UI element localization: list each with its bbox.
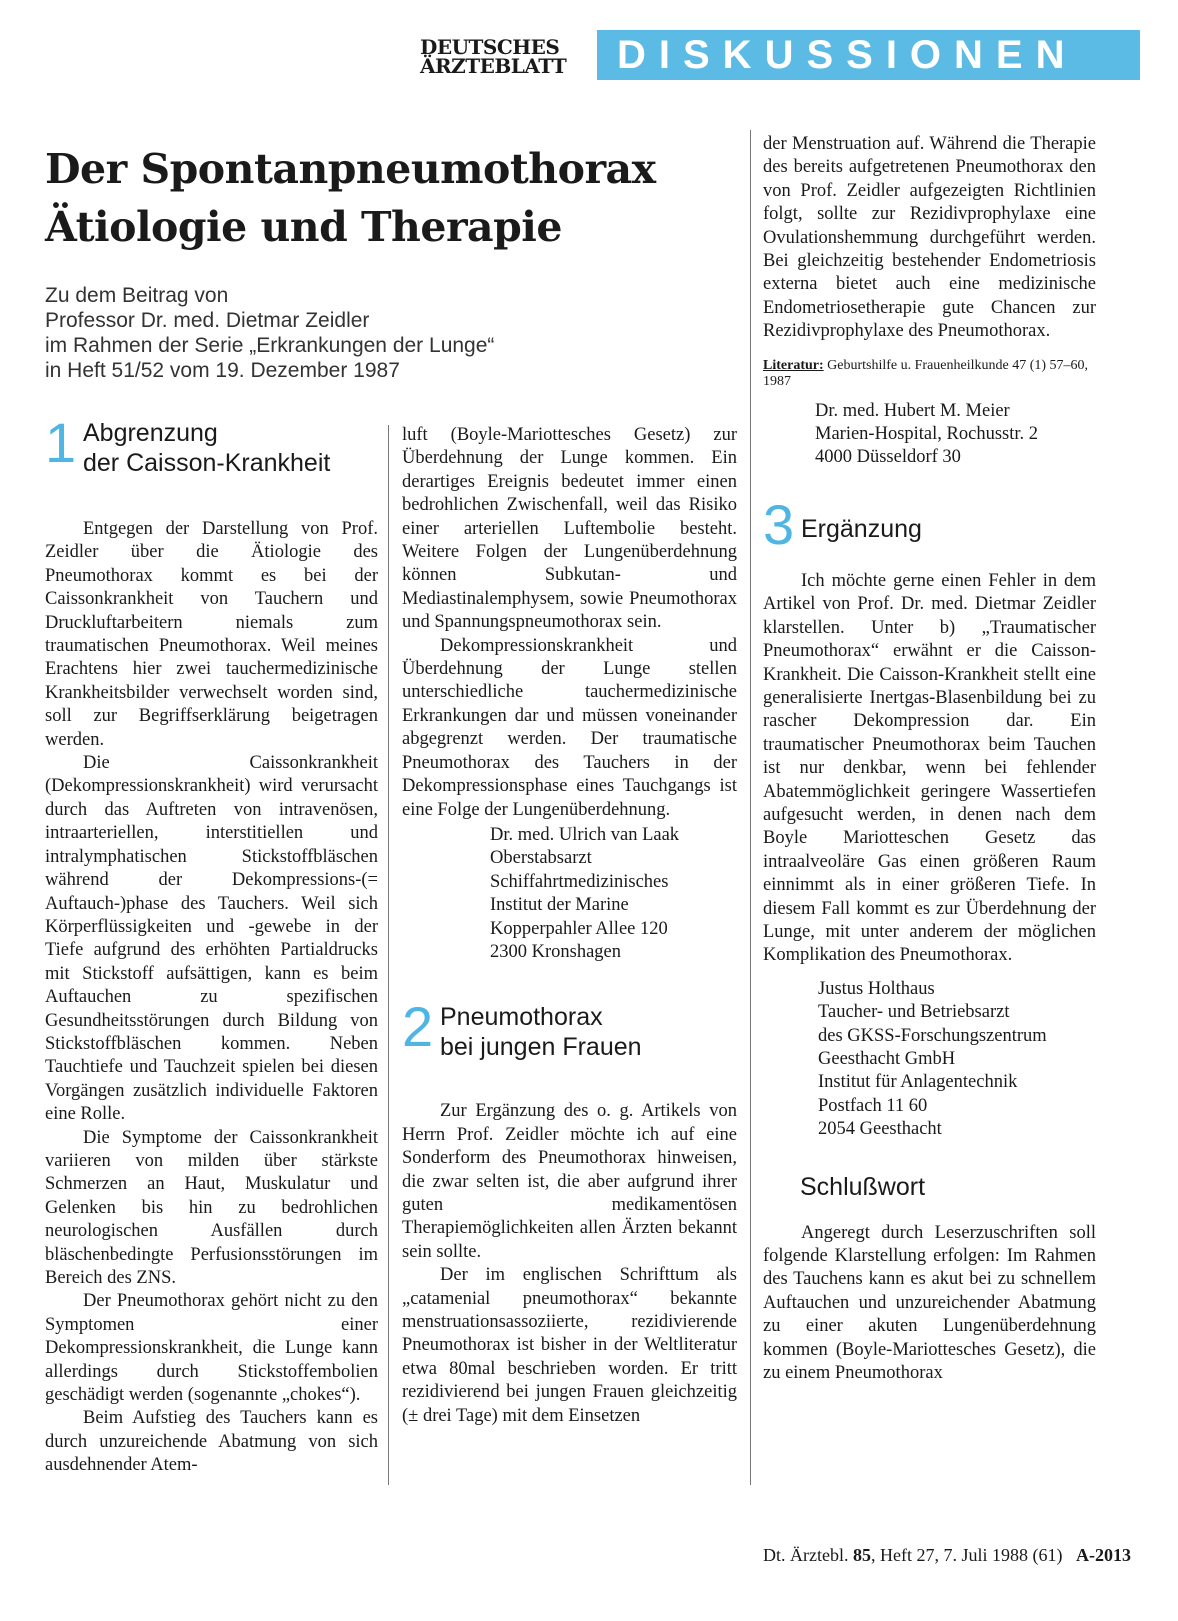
footer-issue: , Heft 27, 7. Juli 1988 (61) xyxy=(871,1545,1063,1565)
section-title xyxy=(83,418,330,478)
section-number: 2 xyxy=(402,995,434,1059)
column-rule xyxy=(750,130,751,1485)
signature-line: Postfach 11 60 xyxy=(818,1095,928,1116)
intro-line: im Rahmen der Serie „Erkrankungen der Lunge“ xyxy=(45,334,495,357)
section-2-heading xyxy=(402,995,737,1062)
section-3-heading xyxy=(763,492,1096,556)
signature-line: Marien-Hospital, Rochusstr. 2 xyxy=(815,424,1039,445)
section-number: 3 xyxy=(763,492,795,556)
paragraph: Ich möchte gerne einen Fehler in dem Artikel von Prof. Dr. med. Dietmar Zeidler klarstellen. Unter b) „Traumatischer Pneumothorax“ erwähnt er die Caisson-Krankheit. Die Caisson-Krankheit stellt eine generalisierte Inertgas-Blasenbildung bei zu rascher Dekompression dar. Ein traumatischer Pneumothorax beim Tauchen ist nur denkbar, wenn bei fehlender Abatemmöglichkeit geringere Wassertiefen aufgesucht werden, in denen nach dem Boyle Mariotteschen Gesetz das intraalveoläre Gas einen größeren Raum einnimmt als in einer größeren Tiefe. In diesem Fall kommt es zur Überdehnung der Lunge, mit unter anderem der möglichen Komplikation des Pneumothorax. xyxy=(763,570,1096,966)
section-banner: DISKUSSIONEN xyxy=(597,30,1140,80)
signature-line: Justus Holthaus xyxy=(818,978,935,999)
masthead-line2: ÄRZTEBLATT xyxy=(420,54,567,78)
section-1-heading xyxy=(45,411,378,478)
paragraph: Angeregt durch Leserzuschriften soll folgende Klarstellung erfolgen: Im Rahmen des Tauchens kann es akut bei zu schnellem Auftauchen und unzureichender Abatmung zu einer akuten Lungenüberdehnung kommen (Boyle-Mariottesches Gesetz), die zu einem Pneumothorax xyxy=(763,1222,1096,1384)
signature-line: Taucher- und Betriebsarzt xyxy=(818,1002,1010,1023)
intro-line: Zu dem Beitrag von xyxy=(45,284,229,307)
paragraph: Beim Aufstieg des Tauchers kann es durch unzureichende Abatmung von sich ausdehnender Atem- xyxy=(45,1408,378,1476)
page-footer xyxy=(763,1545,1131,1566)
paragraph: Der Pneumothorax gehört nicht zu den Symptomen einer Dekompressionskrankheit, die Lunge kann allerdings durch Stickstoffembolien geschädigt werden (sogenannte „chokes“). xyxy=(45,1291,378,1406)
paragraph: Zur Ergänzung des o. g. Artikels von Herrn Prof. Zeidler möchte ich auf eine Sonderform des Pneumothorax hinweisen, die zwar selten ist, die aber aufgrund ihrer guten medikamentösen Therapiemöglichkeiten allen Ärzten bekannt sein sollte. xyxy=(402,1101,737,1262)
signature-line: Schiffahrtmedizinisches xyxy=(490,871,669,892)
footer-prefix: Dt. Ärztebl. xyxy=(763,1545,849,1565)
signature-line: 4000 Düsseldorf 30 xyxy=(815,447,961,468)
intro-block xyxy=(45,283,705,383)
paragraph: Die Caissonkrankheit (Dekompressionskrankheit) wird verursacht durch das Auftreten von intravenösen, intraarteriellen, interstitiellen und intralymphatischen Stickstoffbläschen während der Dekompressions-(= Auftauch-)phase des Tauchers. Weil sich Körperflüssigkeiten und -gewebe in der Tiefe aufgrund des erhöhten Partialdrucks mit Stickstoff aufsättigen, kann es beim Auftauchen zu spezifischen Gesundheitsstörungen durch Bildung von Stickstoffbläschen kommen. Neben Tauchtiefe und Tauchzeit spielen bei diesen Vorgängen zusätzlich individuelle Faktoren eine Rolle. xyxy=(45,753,378,1125)
column-2 xyxy=(402,424,737,1428)
signature-line: des GKSS-Forschungszentrum xyxy=(818,1025,1047,1046)
column-rule xyxy=(388,425,389,1485)
title-line1: Der Spontanpneumothorax xyxy=(45,145,656,193)
column-3 xyxy=(763,133,1096,1385)
literature-reference xyxy=(763,358,1096,390)
section-title xyxy=(440,1002,642,1062)
signature-line: 2054 Geesthacht xyxy=(818,1119,942,1140)
schlusswort-heading: Schlußwort xyxy=(800,1172,926,1201)
paragraph: der Menstruation auf. Während die Therapie des bereits aufgetretenen Pneumothorax den von Prof. Zeidler aufgezeigten Richtlinien folgt, sollte zur Rezidivprophylaxe eine Ovulationshemmung durchgeführt werden. Bei gleichzeitig bestehender Endometriosis externa bietet auch eine medizinische Endometriosetherapie gute Chancen zur Rezidivprophylaxe des Pneumothorax. xyxy=(763,134,1096,342)
paragraph: Der im englischen Schrifttum als „catamenial pneumothorax“ bekannte menstruationsassoziierte, rezidivierende Pneumothorax ist bisher in der Weltliteratur etwa 80mal beschrieben worden. Er tritt rezidivierend bei jungen Frauen gleichzeitig (± drei Tage) mit dem Einsetzen xyxy=(402,1265,737,1426)
paragraph: Die Symptome der Caissonkrankheit variieren von milden über stärkste Schmerzen an Haut, Muskulatur und Gelenken bis hin zu bedrohlichen neurologischen Ausfällen durch bläschenbedingte Perfusionsstörungen im Bereich des ZNS. xyxy=(45,1127,378,1288)
footer-page-number: A-2013 xyxy=(1076,1545,1131,1565)
section-title-line1: Abgrenzung xyxy=(83,419,218,447)
section-title-line2: der Caisson-Krankheit xyxy=(83,449,331,477)
signature-line: Dr. med. Ulrich van Laak xyxy=(490,824,680,845)
paragraph: Entgegen der Darstellung von Prof. Zeidler über die Ätiologie des Pneumothorax kommt es bei der Caissonkrankheit von Tauchern und Druckluftarbeitern niemals zum traumatischen Pneumothorax. Weil meines Erachtens hier zwei tauchermedizinische Krankheitsbilder verwechselt worden sind, soll zur Begriffserklärung beigetragen werden. xyxy=(45,519,378,750)
signature-2 xyxy=(763,400,1096,470)
section-number: 1 xyxy=(45,411,77,474)
signature-1 xyxy=(402,824,737,964)
signature-line: Institut der Marine xyxy=(490,895,629,916)
masthead xyxy=(420,35,590,78)
section-title-line2: bei jungen Frauen xyxy=(440,1033,642,1062)
article-title xyxy=(45,140,765,256)
signature-line: Oberstabsarzt xyxy=(490,848,592,869)
paragraph: luft (Boyle-Mariottesches Gesetz) zur Überdehnung der Lunge kommen. Ein derartiges Ereignis bedeutet immer einen bedrohlichen Zwischenfall, weil das Risiko einer arteriellen Luftembolie besteht. Weitere Folgen der Lungenüberdehnung können Subkutan- und Mediastinalemphysem, sowie Pneumothorax und Spannungspneumothorax sein. xyxy=(402,425,737,633)
column-1 xyxy=(45,411,378,1478)
signature-3 xyxy=(763,978,1096,1142)
literature-label: Literatur: xyxy=(763,357,824,373)
signature-line: Dr. med. Hubert M. Meier xyxy=(815,400,1010,421)
masthead-line1: DEUTSCHES xyxy=(420,35,560,59)
paragraph: Dekompressionskrankheit und Überdehnung der Lunge stellen unterschiedliche tauchermedizinische Erkrankungen dar und müssen voneinander abgegrenzt werden. Der traumatische Pneumothorax des Tauchers in der Dekompressionsphase eines Tauchgangs ist eine Folge der Lungenüberdehnung. xyxy=(402,635,737,820)
literature-text: Geburtshilfe u. Frauenheilkunde 47 (1) 57–60, 1987 xyxy=(763,357,1089,389)
signature-line: Kopperpahler Allee 120 xyxy=(490,918,668,939)
intro-line: Professor Dr. med. Dietmar Zeidler xyxy=(45,309,370,332)
title-line2: Ätiologie und Therapie xyxy=(45,203,562,251)
section-title: Ergänzung xyxy=(801,514,922,543)
signature-line: Institut für Anlagentechnik xyxy=(818,1072,1018,1093)
signature-line: Geesthacht GmbH xyxy=(818,1049,956,1069)
intro-line: in Heft 51/52 vom 19. Dezember 1987 xyxy=(45,359,400,382)
section-title-line1: Pneumothorax xyxy=(440,1003,603,1032)
footer-volume: 85 xyxy=(853,1545,872,1565)
signature-line: 2300 Kronshagen xyxy=(490,941,622,962)
